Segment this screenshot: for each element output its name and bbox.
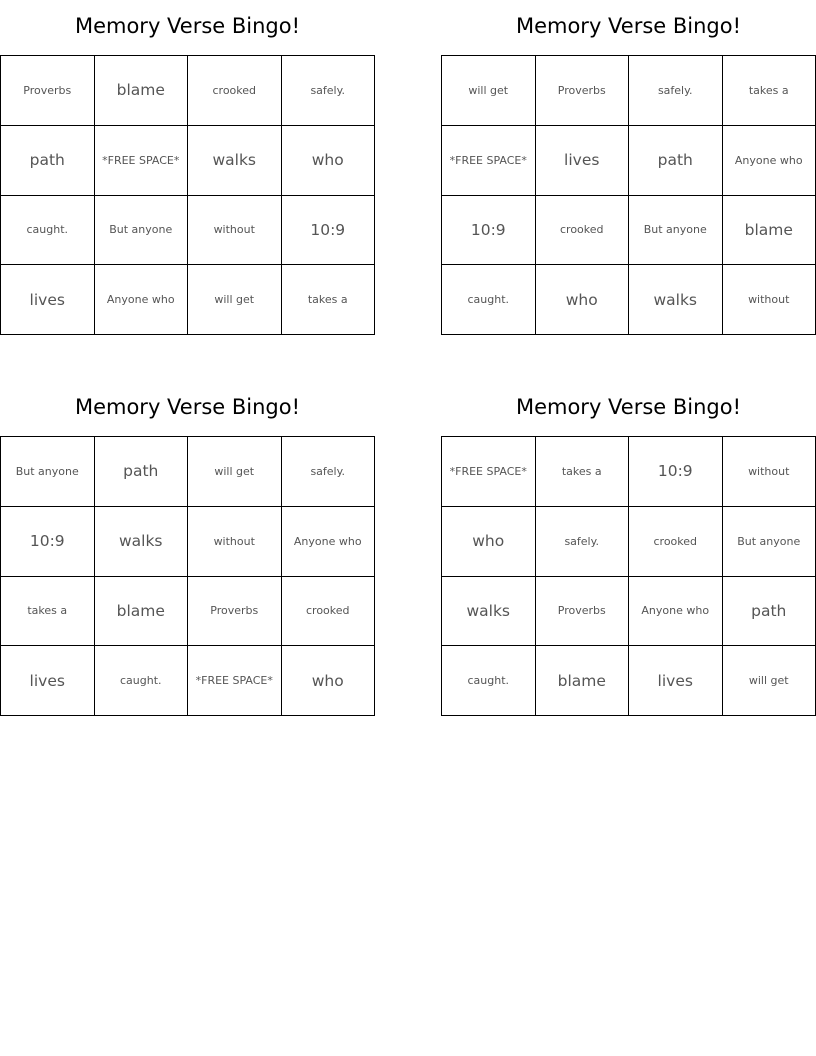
bingo-cell: safely. [282, 56, 376, 126]
bingo-cell: path [629, 126, 723, 196]
bingo-cell: crooked [282, 577, 376, 647]
bingo-cell: without [188, 196, 282, 266]
bingo-cell: lives [1, 265, 95, 335]
bingo-cell: Anyone who [723, 126, 816, 196]
bingo-cell: takes a [723, 56, 816, 126]
bingo-cell: Proverbs [188, 577, 282, 647]
bingo-cell: safely. [536, 507, 630, 577]
bingo-cell: caught. [95, 646, 189, 716]
bingo-cell: *FREE SPACE* [188, 646, 282, 716]
bingo-cell: who [536, 265, 630, 335]
bingo-cell: lives [629, 646, 723, 716]
card-title: Memory Verse Bingo! [74, 395, 301, 419]
bingo-cell: *FREE SPACE* [442, 437, 536, 507]
bingo-cell: caught. [442, 646, 536, 716]
bingo-grid [0, 436, 375, 716]
bingo-cell: safely. [629, 56, 723, 126]
bingo-cell: safely. [282, 437, 376, 507]
bingo-cell: Proverbs [536, 56, 630, 126]
bingo-grid [0, 55, 375, 335]
bingo-cell: blame [95, 56, 189, 126]
bingo-cell: walks [629, 265, 723, 335]
bingo-cell: will get [723, 646, 816, 716]
bingo-cell: Anyone who [95, 265, 189, 335]
bingo-cell: takes a [282, 265, 376, 335]
bingo-cell: without [723, 265, 816, 335]
bingo-cell: path [1, 126, 95, 196]
bingo-cell: who [442, 507, 536, 577]
bingo-grid [441, 436, 816, 716]
bingo-cell: lives [536, 126, 630, 196]
bingo-cell: crooked [536, 196, 630, 266]
bingo-grid [441, 55, 816, 335]
bingo-cell: blame [95, 577, 189, 647]
bingo-cell: walks [442, 577, 536, 647]
bingo-cell: will get [188, 437, 282, 507]
bingo-cell: without [188, 507, 282, 577]
bingo-cell: 10:9 [442, 196, 536, 266]
bingo-cell: crooked [188, 56, 282, 126]
bingo-cell: But anyone [629, 196, 723, 266]
bingo-cell: *FREE SPACE* [95, 126, 189, 196]
bingo-cell: path [723, 577, 816, 647]
bingo-cell: who [282, 646, 376, 716]
bingo-cell: walks [95, 507, 189, 577]
bingo-cell: path [95, 437, 189, 507]
bingo-cell: will get [188, 265, 282, 335]
bingo-cell: crooked [629, 507, 723, 577]
bingo-cell: walks [188, 126, 282, 196]
bingo-cell: blame [536, 646, 630, 716]
bingo-cell: 10:9 [1, 507, 95, 577]
bingo-cell: will get [442, 56, 536, 126]
bingo-cell: Proverbs [1, 56, 95, 126]
bingo-cell: *FREE SPACE* [442, 126, 536, 196]
bingo-cell: blame [723, 196, 816, 266]
card-title: Memory Verse Bingo! [515, 395, 742, 419]
card-title: Memory Verse Bingo! [74, 14, 301, 38]
bingo-cell: without [723, 437, 816, 507]
bingo-cell: But anyone [1, 437, 95, 507]
bingo-cell: But anyone [723, 507, 816, 577]
bingo-cell: But anyone [95, 196, 189, 266]
bingo-cell: caught. [1, 196, 95, 266]
bingo-cell: Anyone who [282, 507, 376, 577]
bingo-cell: caught. [442, 265, 536, 335]
bingo-cell: takes a [1, 577, 95, 647]
bingo-cell: Anyone who [629, 577, 723, 647]
bingo-cell: lives [1, 646, 95, 716]
bingo-cell: takes a [536, 437, 630, 507]
bingo-cell: 10:9 [629, 437, 723, 507]
bingo-cell: Proverbs [536, 577, 630, 647]
card-title: Memory Verse Bingo! [515, 14, 742, 38]
bingo-cell: who [282, 126, 376, 196]
bingo-cell: 10:9 [282, 196, 376, 266]
